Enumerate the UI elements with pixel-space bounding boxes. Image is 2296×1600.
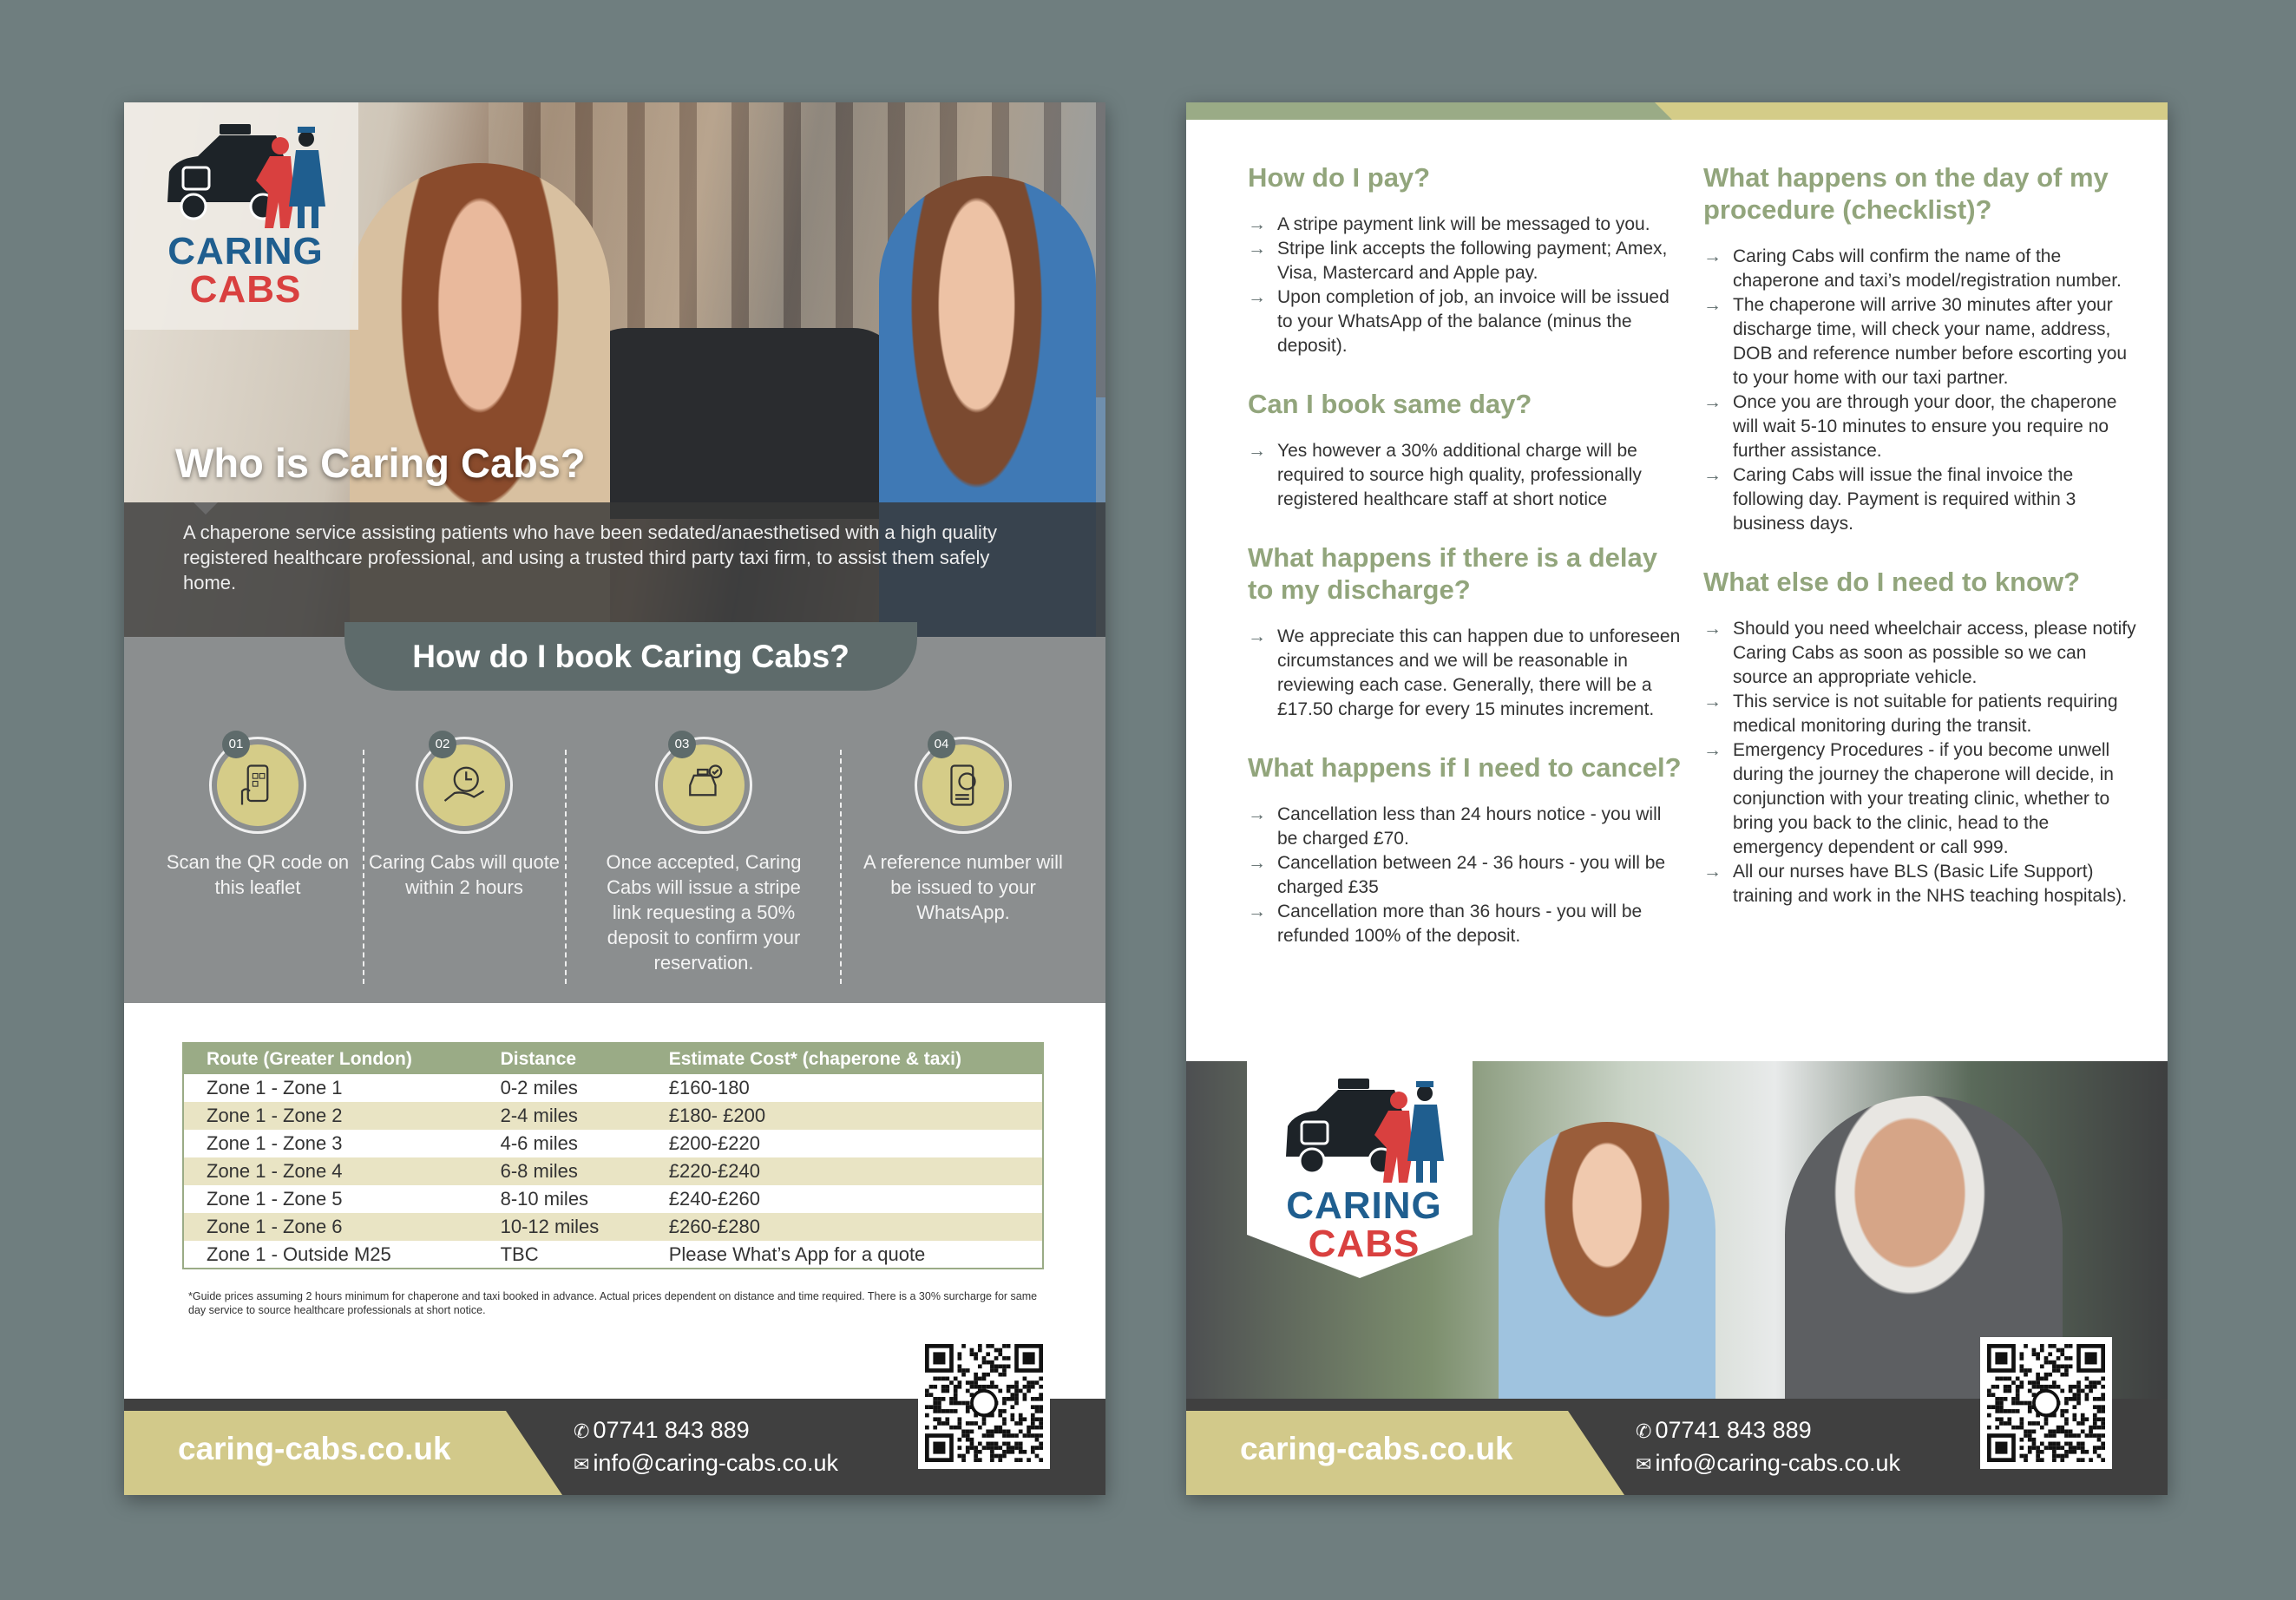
arrow-right-icon: → (1248, 287, 1266, 307)
table-cell: £220-£240 (646, 1157, 1043, 1185)
logo-word-caring: CARING (167, 230, 324, 272)
arrow-right-icon: → (1703, 862, 1722, 882)
table-cell: 6-8 miles (478, 1157, 646, 1185)
faq-heading: What happens on the day of my procedure (checklist)? (1703, 162, 2109, 225)
step-number: 03 (668, 731, 696, 758)
step-number: 04 (928, 731, 955, 758)
list-item-text: Once you are through your door, the chaperone will wait 5-10 minutes to ensure you require no further assistance. (1733, 392, 2117, 461)
list-item-text: Cancellation more than 36 hours - you will be refunded 100% of the deposit. (1277, 902, 1643, 946)
table-cell: Zone 1 - Zone 1 (207, 1077, 343, 1098)
logo-word-caring: CARING (1286, 1184, 1442, 1227)
list-item (1703, 617, 2137, 690)
booking-step (360, 737, 568, 900)
table-cell: 0-2 miles (500, 1077, 578, 1098)
list-item (1248, 803, 1682, 851)
qr-code[interactable] (918, 1337, 1050, 1469)
table-cell: Zone 1 - Outside M25 (207, 1243, 391, 1265)
step-text: Once accepted, Caring Cabs will issue a stripe link requesting a 50% deposit to confirm your reservation. (606, 851, 802, 974)
list-item-text: The chaperone will arrive 30 minutes after your discharge time, will check your name, address, DOB and reference number before escorting you to your home with our taxi partner. (1733, 295, 2128, 388)
list-item (1703, 390, 2137, 463)
table-cell: Zone 1 - Zone 4 (183, 1157, 478, 1185)
arrow-right-icon: → (1703, 392, 1722, 412)
table-row (183, 1185, 1043, 1213)
list-item-text: Stripe link accepts the following payment; Amex, Visa, Mastercard and Apple pay. (1277, 239, 1668, 283)
booking-step (600, 737, 808, 975)
leaflet-front (124, 102, 1105, 1495)
faq-heading: What happens if there is a delay to my discharge? (1248, 542, 1658, 605)
table-row (183, 1213, 1043, 1241)
column-header: Route (Greater London) (183, 1043, 478, 1074)
arrow-right-icon: → (1248, 214, 1266, 234)
email-icon: ✉ (1636, 1453, 1652, 1475)
price-footnote: *Guide prices assuming 2 hours minimum for chaperone and taxi booked in advance. Actual prices dependent on distance and time required. There is a 30% surcharge for same day service to source healthcare professionals at short notice. (188, 1290, 1038, 1316)
arrow-right-icon: → (1248, 441, 1266, 461)
list-item (1248, 625, 1682, 722)
table-cell: £160-180 (668, 1077, 750, 1098)
intro-text: A chaperone service assisting patients who have been sedated/anaesthetised with a high quality registered healthcare professional, and using a trusted third party taxi firm, to assist them safely home. (124, 502, 1105, 637)
email-icon: ✉ (574, 1453, 590, 1475)
list-item (1248, 237, 1682, 285)
list-item (1703, 690, 2137, 738)
logo-word-cabs: CABS (1308, 1223, 1420, 1265)
arrow-right-icon: → (1703, 692, 1722, 711)
booking-step (154, 737, 362, 900)
table-cell: Zone 1 - Zone 3 (207, 1132, 343, 1154)
faq-heading: What happens if I need to cancel? (1248, 752, 1682, 783)
table-cell: £260-£280 (646, 1213, 1043, 1241)
table-row (183, 1074, 1043, 1102)
leaflet-back (1186, 102, 2168, 1495)
phone-icon: ✆ (1636, 1420, 1652, 1442)
list-item (1248, 851, 1682, 900)
table-row (183, 1102, 1043, 1130)
brand-logo (159, 120, 332, 309)
logo-word-cabs: CABS (189, 268, 302, 311)
list-item-text: Cancellation less than 24 hours notice - you will be charged £70. (1277, 804, 1662, 849)
who-title: Who is Caring Cabs? (175, 440, 586, 486)
arrow-right-icon: → (1248, 626, 1266, 646)
list-item-text: Should you need wheelchair access, please notify Caring Cabs as soon as possible so we can source an appropriate vehicle. (1733, 619, 2136, 687)
list-item (1703, 293, 2137, 390)
arrow-right-icon: → (1248, 853, 1266, 873)
table-cell: 4-6 miles (500, 1132, 578, 1154)
table-cell: TBC (500, 1243, 539, 1265)
logo-taxi-nurse-icon (1277, 1074, 1451, 1187)
table-cell: Please What’s App for a quote (668, 1243, 926, 1265)
faq-list (1248, 803, 1682, 948)
list-item-text: Caring Cabs will confirm the name of the chaperone and taxi’s model/registration number. (1733, 246, 2122, 291)
table-cell: Zone 1 - Zone 2 (183, 1102, 478, 1130)
list-item (1248, 900, 1682, 948)
list-item (1703, 463, 2137, 536)
booking-title: How do I book Caring Cabs? (344, 622, 917, 691)
list-item (1703, 860, 2137, 908)
table-cell: 8-10 miles (500, 1188, 589, 1210)
arrow-right-icon: → (1248, 902, 1266, 921)
step-text: Scan the QR code on this leaflet (166, 851, 350, 898)
website-link[interactable]: caring-cabs.co.uk (178, 1431, 451, 1466)
brand-logo (1277, 1074, 1451, 1263)
list-item-text: All our nurses have BLS (Basic Life Support) training and work in the NHS teaching hospitals). (1733, 862, 2128, 906)
list-item (1703, 245, 2137, 293)
table-row (183, 1241, 1043, 1269)
email-link[interactable]: info@caring-cabs.co.uk (593, 1450, 838, 1476)
arrow-right-icon: → (1703, 246, 1722, 266)
top-stripe (1186, 102, 2168, 120)
faq-list (1248, 625, 1682, 722)
table-row (183, 1157, 1043, 1185)
faq-heading: How do I pay? (1248, 162, 1431, 193)
website-link[interactable]: caring-cabs.co.uk (1240, 1431, 1513, 1466)
whatsapp-phone-icon (940, 762, 987, 809)
list-item-text: A stripe payment link will be messaged to you. (1277, 214, 1650, 234)
column-header: Estimate Cost* (chaperone & taxi) (646, 1043, 1043, 1074)
step-number: 02 (429, 731, 456, 758)
faq-heading: Can I book same day? (1248, 389, 1532, 419)
faq-list (1703, 245, 2137, 536)
column-header: Distance (478, 1043, 646, 1074)
table-cell: £180- £200 (646, 1102, 1043, 1130)
list-item-text: Emergency Procedures - if you become unwell during the journey the chaperone will decide, in conjunction with your treating clinic, whether to bring you back to the clinic, head to the emergency dependent or call 999. (1733, 740, 2114, 857)
price-table (182, 1042, 1044, 1269)
arrow-right-icon: → (1703, 295, 1722, 315)
phone-number[interactable]: 07741 843 889 (593, 1417, 750, 1443)
faq-heading: What else do I need to know? (1703, 567, 2081, 597)
phone-icon: ✆ (574, 1420, 590, 1442)
list-item (1248, 439, 1682, 512)
arrow-right-icon: → (1248, 239, 1266, 259)
table-cell: £240-£260 (668, 1188, 760, 1210)
logo-taxi-nurse-icon (159, 120, 332, 233)
faq-list (1248, 213, 1682, 358)
list-item-text: Caring Cabs will issue the final invoice the following day. Payment is required within 3 business days. (1733, 465, 2076, 534)
booking-step (859, 737, 1067, 925)
qr-scan-phone-icon (234, 762, 281, 809)
faq-column-right (1703, 146, 2137, 908)
list-item (1248, 213, 1682, 237)
list-item-text: Upon completion of job, an invoice will be issued to your WhatsApp of the balance (minus the deposit). (1277, 287, 1670, 356)
list-item-text: This service is not suitable for patients requiring medical monitoring during the transit. (1733, 692, 2118, 736)
faq-list (1703, 617, 2137, 908)
table-cell: 2-4 miles (478, 1102, 646, 1130)
booking-steps-section (124, 637, 1105, 1003)
step-text: A reference number will be issued to your WhatsApp. (863, 851, 1063, 923)
list-item (1248, 285, 1682, 358)
table-cell: Zone 1 - Zone 5 (207, 1188, 343, 1210)
faq-list (1248, 439, 1682, 512)
list-item-text: Yes however a 30% additional charge will be required to source high quality, professionally registered healthcare staff at short notice (1277, 441, 1642, 509)
taxi-check-icon (680, 762, 727, 809)
list-item-text: Cancellation between 24 - 36 hours - you will be charged £35 (1277, 853, 1666, 897)
table-cell: 10-12 miles (478, 1213, 646, 1241)
qr-code[interactable] (1980, 1337, 2112, 1469)
arrow-right-icon: → (1703, 740, 1722, 760)
arrow-right-icon: → (1248, 804, 1266, 824)
clock-hand-icon (441, 762, 488, 809)
arrow-right-icon: → (1703, 465, 1722, 485)
step-number: 01 (222, 731, 250, 758)
arrow-right-icon: → (1703, 619, 1722, 639)
list-item (1703, 738, 2137, 860)
email-link[interactable]: info@caring-cabs.co.uk (1655, 1450, 1900, 1476)
table-cell: Zone 1 - Zone 6 (183, 1213, 478, 1241)
phone-number[interactable]: 07741 843 889 (1655, 1417, 1812, 1443)
step-text: Caring Cabs will quote within 2 hours (368, 851, 561, 898)
table-cell: £200-£220 (668, 1132, 760, 1154)
faq-column-left (1248, 146, 1682, 948)
divider (840, 750, 842, 984)
list-item-text: We appreciate this can happen due to unforeseen circumstances and we will be reasonable in reviewing each case. Generally, there will be a £17.50 charge for every 15 minutes increment. (1277, 626, 1681, 719)
table-row (183, 1130, 1043, 1157)
